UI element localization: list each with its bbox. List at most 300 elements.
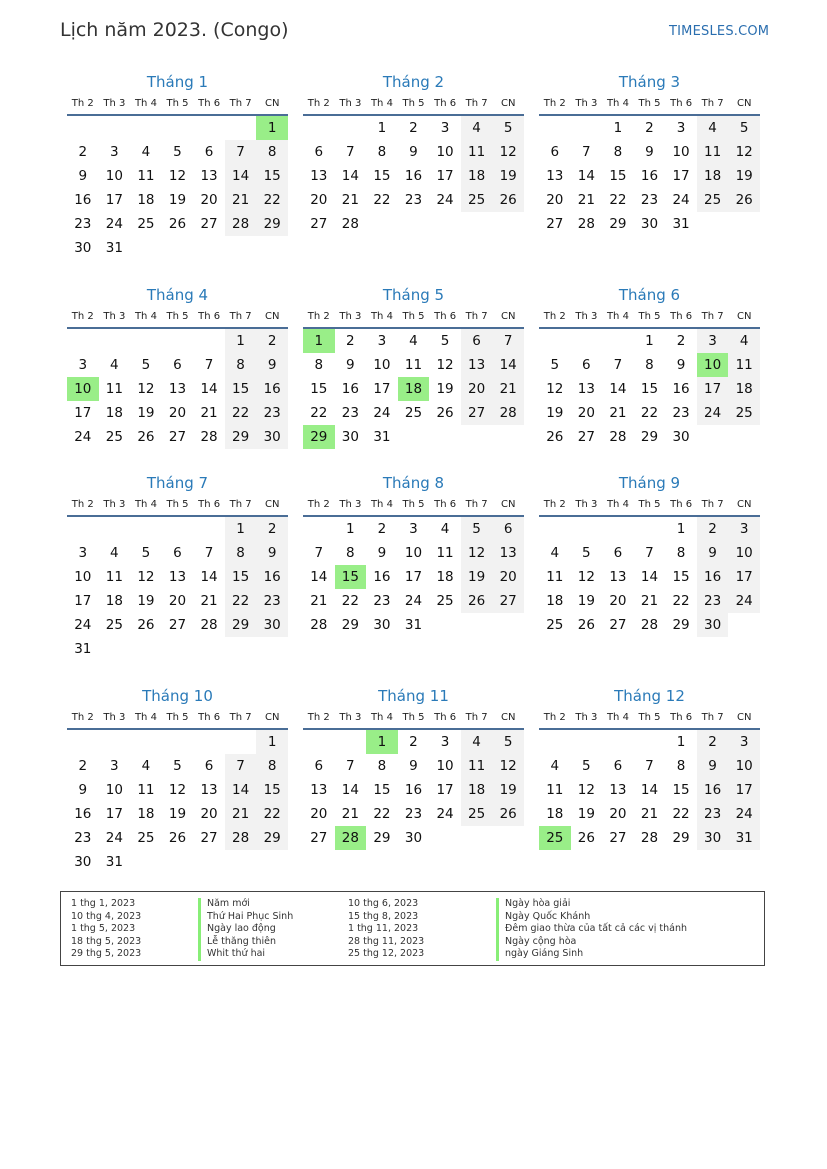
day-cell[interactable]: 19 [492, 164, 524, 188]
day-cell[interactable]: 18 [461, 778, 493, 802]
day-cell[interactable]: 24 [373, 405, 391, 421]
day-cell[interactable]: 2 [697, 517, 729, 541]
day-cell[interactable]: 31 [74, 641, 92, 657]
day-cell[interactable]: 18 [546, 593, 564, 609]
day-cell[interactable]: 8 [613, 144, 623, 160]
day-cell[interactable]: 17 [436, 782, 454, 798]
day-cell[interactable]: 3 [697, 329, 729, 353]
day-cell[interactable]: 19 [492, 778, 524, 802]
day-cell[interactable]: 26 [492, 188, 524, 212]
day-cell[interactable]: 28 [200, 429, 218, 445]
day-cell[interactable]: 3 [728, 517, 760, 541]
day-cell[interactable]: 3 [78, 357, 88, 373]
day-cell[interactable]: 11 [105, 569, 123, 585]
day-cell[interactable]: 25 [461, 188, 493, 212]
day-cell[interactable]: 18 [697, 164, 729, 188]
day-cell[interactable]: 25 [137, 216, 155, 232]
day-cell[interactable]: 9 [78, 168, 88, 184]
day-cell[interactable]: 7 [204, 545, 214, 561]
day-cell[interactable]: 25 [105, 617, 123, 633]
day-cell[interactable]: 23 [256, 401, 288, 425]
day-cell[interactable]: 26 [546, 429, 564, 445]
day-cell[interactable]: 27 [168, 617, 187, 633]
day-cell[interactable]: 23 [74, 830, 92, 846]
day-cell[interactable]: 31 [105, 854, 123, 870]
day-cell[interactable]: 25 [404, 405, 423, 421]
day-cell[interactable]: 9 [377, 545, 387, 561]
day-cell[interactable]: 7 [582, 144, 591, 160]
day-cell[interactable]: 18 [436, 569, 454, 585]
day-cell[interactable]: 5 [492, 730, 524, 754]
day-cell[interactable]: 27 [200, 216, 218, 232]
day-cell[interactable]: 28 [609, 429, 627, 445]
day-cell[interactable]: 8 [314, 357, 324, 373]
day-cell[interactable]: 18 [137, 192, 155, 208]
day-cell[interactable]: 2 [78, 758, 88, 774]
day-cell[interactable]: 26 [168, 216, 187, 232]
day-cell[interactable]: 15 [672, 782, 690, 798]
day-cell[interactable]: 25 [436, 593, 454, 609]
day-cell[interactable]: 22 [256, 188, 288, 212]
day-cell[interactable]: 23 [404, 192, 423, 208]
day-cell[interactable]: 20 [492, 565, 524, 589]
day-cell[interactable]: 4 [550, 758, 560, 774]
day-cell[interactable]: 11 [105, 381, 123, 397]
day-cell[interactable]: 15 [310, 381, 328, 397]
day-cell[interactable]: 14 [341, 168, 359, 184]
day-cell[interactable]: 14 [225, 778, 257, 802]
day-cell[interactable]: 21 [577, 192, 595, 208]
day-cell[interactable]: 26 [492, 802, 524, 826]
day-cell[interactable]: 22 [672, 806, 690, 822]
day-cell[interactable]: 9 [697, 541, 729, 565]
day-cell[interactable]: 22 [310, 405, 328, 421]
day-cell[interactable]: 17 [373, 381, 391, 397]
day-cell[interactable]: 3 [377, 333, 387, 349]
day-cell[interactable]: 19 [137, 405, 155, 421]
day-cell[interactable]: 6 [550, 144, 560, 160]
day-cell[interactable]: 8 [346, 545, 355, 561]
day-cell[interactable]: 14 [341, 782, 359, 798]
day-cell[interactable]: 12 [168, 168, 187, 184]
day-cell[interactable]: 15 [256, 778, 288, 802]
day-cell[interactable]: 18 [137, 806, 155, 822]
day-cell[interactable]: 7 [225, 140, 257, 164]
day-cell[interactable]: 25 [461, 802, 493, 826]
day-cell[interactable]: 21 [492, 377, 524, 401]
holiday-day-cell[interactable]: 15 [335, 565, 367, 589]
day-cell[interactable]: 11 [546, 569, 564, 585]
day-cell[interactable]: 24 [697, 401, 729, 425]
day-cell[interactable]: 11 [697, 140, 729, 164]
day-cell[interactable]: 18 [546, 806, 564, 822]
day-cell[interactable]: 26 [137, 617, 155, 633]
day-cell[interactable]: 2 [78, 144, 88, 160]
day-cell[interactable]: 25 [137, 830, 155, 846]
day-cell[interactable]: 24 [105, 216, 123, 232]
day-cell[interactable]: 3 [78, 545, 88, 561]
day-cell[interactable]: 19 [577, 806, 595, 822]
day-cell[interactable]: 28 [225, 826, 257, 850]
day-cell[interactable]: 25 [728, 401, 760, 425]
day-cell[interactable]: 12 [577, 569, 595, 585]
day-cell[interactable]: 20 [310, 192, 328, 208]
day-cell[interactable]: 14 [492, 353, 524, 377]
day-cell[interactable]: 9 [645, 144, 654, 160]
day-cell[interactable]: 22 [373, 806, 391, 822]
day-cell[interactable]: 12 [436, 357, 454, 373]
holiday-day-cell[interactable]: 18 [398, 377, 430, 401]
day-cell[interactable]: 2 [256, 329, 288, 353]
day-cell[interactable]: 4 [697, 116, 729, 140]
day-cell[interactable]: 19 [461, 565, 493, 589]
day-cell[interactable]: 2 [377, 521, 387, 537]
day-cell[interactable]: 19 [577, 593, 595, 609]
day-cell[interactable]: 13 [310, 782, 328, 798]
day-cell[interactable]: 28 [310, 617, 328, 633]
day-cell[interactable]: 24 [404, 593, 423, 609]
day-cell[interactable]: 13 [546, 168, 564, 184]
day-cell[interactable]: 6 [314, 758, 324, 774]
day-cell[interactable]: 9 [346, 357, 355, 373]
day-cell[interactable]: 19 [168, 806, 187, 822]
day-cell[interactable]: 30 [404, 830, 423, 846]
day-cell[interactable]: 29 [609, 216, 627, 232]
day-cell[interactable]: 30 [373, 617, 391, 633]
day-cell[interactable]: 13 [200, 168, 218, 184]
day-cell[interactable]: 13 [492, 541, 524, 565]
day-cell[interactable]: 23 [697, 589, 729, 613]
day-cell[interactable]: 2 [256, 517, 288, 541]
day-cell[interactable]: 28 [640, 617, 659, 633]
day-cell[interactable]: 26 [728, 188, 760, 212]
day-cell[interactable]: 21 [341, 192, 359, 208]
day-cell[interactable]: 4 [110, 357, 119, 373]
day-cell[interactable]: 29 [672, 617, 690, 633]
day-cell[interactable]: 5 [173, 144, 182, 160]
day-cell[interactable]: 1 [225, 329, 257, 353]
day-cell[interactable]: 23 [697, 802, 729, 826]
day-cell[interactable]: 9 [409, 758, 418, 774]
day-cell[interactable]: 13 [168, 381, 187, 397]
day-cell[interactable]: 30 [74, 240, 92, 256]
day-cell[interactable]: 1 [346, 521, 355, 537]
day-cell[interactable]: 4 [409, 333, 418, 349]
day-cell[interactable]: 28 [225, 212, 257, 236]
day-cell[interactable]: 8 [225, 541, 257, 565]
day-cell[interactable]: 5 [582, 545, 591, 561]
day-cell[interactable]: 20 [609, 593, 627, 609]
day-cell[interactable]: 9 [409, 144, 418, 160]
day-cell[interactable]: 10 [436, 758, 454, 774]
day-cell[interactable]: 5 [440, 333, 450, 349]
day-cell[interactable]: 22 [640, 405, 659, 421]
day-cell[interactable]: 29 [256, 212, 288, 236]
day-cell[interactable]: 7 [645, 545, 654, 561]
day-cell[interactable]: 30 [672, 429, 690, 445]
day-cell[interactable]: 24 [728, 802, 760, 826]
day-cell[interactable]: 5 [492, 116, 524, 140]
day-cell[interactable]: 13 [577, 381, 595, 397]
day-cell[interactable]: 20 [461, 377, 493, 401]
day-cell[interactable]: 27 [577, 429, 595, 445]
day-cell[interactable]: 21 [200, 593, 218, 609]
day-cell[interactable]: 27 [492, 589, 524, 613]
day-cell[interactable]: 13 [310, 168, 328, 184]
day-cell[interactable]: 7 [204, 357, 214, 373]
day-cell[interactable]: 6 [492, 517, 524, 541]
day-cell[interactable]: 23 [256, 589, 288, 613]
day-cell[interactable]: 6 [613, 758, 623, 774]
day-cell[interactable]: 14 [640, 782, 659, 798]
day-cell[interactable]: 14 [200, 381, 218, 397]
day-cell[interactable]: 29 [640, 429, 659, 445]
day-cell[interactable]: 9 [256, 353, 288, 377]
day-cell[interactable]: 7 [346, 144, 355, 160]
day-cell[interactable]: 11 [546, 782, 564, 798]
day-cell[interactable]: 10 [105, 168, 123, 184]
day-cell[interactable]: 30 [697, 826, 729, 850]
day-cell[interactable]: 14 [609, 381, 627, 397]
day-cell[interactable]: 16 [404, 782, 423, 798]
day-cell[interactable]: 19 [168, 192, 187, 208]
day-cell[interactable]: 18 [728, 377, 760, 401]
day-cell[interactable]: 16 [74, 806, 92, 822]
day-cell[interactable]: 8 [676, 758, 686, 774]
day-cell[interactable]: 5 [173, 758, 182, 774]
day-cell[interactable]: 16 [373, 569, 391, 585]
day-cell[interactable]: 18 [461, 164, 493, 188]
day-cell[interactable]: 22 [672, 593, 690, 609]
day-cell[interactable]: 1 [225, 517, 257, 541]
day-cell[interactable]: 6 [173, 545, 182, 561]
day-cell[interactable]: 27 [310, 216, 328, 232]
day-cell[interactable]: 30 [341, 429, 359, 445]
day-cell[interactable]: 6 [582, 357, 591, 373]
day-cell[interactable]: 12 [492, 140, 524, 164]
day-cell[interactable]: 21 [341, 806, 359, 822]
day-cell[interactable]: 21 [225, 802, 257, 826]
day-cell[interactable]: 3 [676, 120, 686, 136]
day-cell[interactable]: 12 [728, 140, 760, 164]
day-cell[interactable]: 10 [436, 144, 454, 160]
day-cell[interactable]: 25 [697, 188, 729, 212]
day-cell[interactable]: 8 [225, 353, 257, 377]
day-cell[interactable]: 16 [697, 565, 729, 589]
day-cell[interactable]: 29 [256, 826, 288, 850]
day-cell[interactable]: 10 [728, 754, 760, 778]
day-cell[interactable]: 30 [74, 854, 92, 870]
day-cell[interactable]: 26 [436, 405, 454, 421]
day-cell[interactable]: 20 [200, 806, 218, 822]
day-cell[interactable]: 4 [141, 758, 151, 774]
day-cell[interactable]: 20 [609, 806, 627, 822]
day-cell[interactable]: 5 [550, 357, 560, 373]
day-cell[interactable]: 31 [105, 240, 123, 256]
day-cell[interactable]: 17 [728, 565, 760, 589]
day-cell[interactable]: 28 [492, 401, 524, 425]
day-cell[interactable]: 27 [546, 216, 564, 232]
day-cell[interactable]: 28 [200, 617, 218, 633]
day-cell[interactable]: 11 [137, 168, 155, 184]
day-cell[interactable]: 10 [728, 541, 760, 565]
day-cell[interactable]: 23 [373, 593, 391, 609]
day-cell[interactable]: 11 [461, 754, 493, 778]
day-cell[interactable]: 26 [461, 589, 493, 613]
day-cell[interactable]: 4 [550, 545, 560, 561]
day-cell[interactable]: 2 [645, 120, 654, 136]
day-cell[interactable]: 12 [492, 754, 524, 778]
day-cell[interactable]: 19 [728, 164, 760, 188]
day-cell[interactable]: 9 [676, 357, 686, 373]
day-cell[interactable]: 30 [256, 425, 288, 449]
day-cell[interactable]: 1 [377, 120, 387, 136]
day-cell[interactable]: 10 [672, 144, 690, 160]
day-cell[interactable]: 22 [256, 802, 288, 826]
day-cell[interactable]: 8 [256, 754, 288, 778]
day-cell[interactable]: 16 [404, 168, 423, 184]
day-cell[interactable]: 6 [613, 545, 623, 561]
day-cell[interactable]: 15 [672, 569, 690, 585]
holiday-day-cell[interactable]: 28 [335, 826, 367, 850]
day-cell[interactable]: 1 [256, 730, 288, 754]
day-cell[interactable]: 6 [204, 758, 214, 774]
day-cell[interactable]: 17 [404, 569, 423, 585]
day-cell[interactable]: 29 [225, 613, 257, 637]
day-cell[interactable]: 12 [546, 381, 564, 397]
day-cell[interactable]: 11 [461, 140, 493, 164]
day-cell[interactable]: 5 [582, 758, 591, 774]
day-cell[interactable]: 2 [346, 333, 355, 349]
day-cell[interactable]: 15 [225, 377, 257, 401]
day-cell[interactable]: 16 [74, 192, 92, 208]
day-cell[interactable]: 1 [645, 333, 654, 349]
day-cell[interactable]: 19 [546, 405, 564, 421]
day-cell[interactable]: 31 [373, 429, 391, 445]
day-cell[interactable]: 17 [105, 192, 123, 208]
day-cell[interactable]: 3 [728, 730, 760, 754]
day-cell[interactable]: 7 [225, 754, 257, 778]
day-cell[interactable]: 4 [141, 144, 151, 160]
day-cell[interactable]: 13 [168, 569, 187, 585]
day-cell[interactable]: 25 [546, 617, 564, 633]
day-cell[interactable]: 15 [373, 168, 391, 184]
day-cell[interactable]: 11 [404, 357, 423, 373]
day-cell[interactable]: 17 [436, 168, 454, 184]
day-cell[interactable]: 21 [200, 405, 218, 421]
day-cell[interactable]: 15 [609, 168, 627, 184]
day-cell[interactable]: 27 [310, 830, 328, 846]
day-cell[interactable]: 22 [225, 589, 257, 613]
day-cell[interactable]: 20 [546, 192, 564, 208]
day-cell[interactable]: 21 [609, 405, 627, 421]
day-cell[interactable]: 7 [613, 357, 623, 373]
day-cell[interactable]: 16 [672, 381, 690, 397]
day-cell[interactable]: 16 [697, 778, 729, 802]
day-cell[interactable]: 23 [640, 192, 659, 208]
day-cell[interactable]: 20 [577, 405, 595, 421]
day-cell[interactable]: 21 [640, 806, 659, 822]
day-cell[interactable]: 6 [461, 329, 493, 353]
day-cell[interactable]: 21 [640, 593, 659, 609]
day-cell[interactable]: 23 [404, 806, 423, 822]
day-cell[interactable]: 9 [697, 754, 729, 778]
day-cell[interactable]: 22 [609, 192, 627, 208]
day-cell[interactable]: 12 [137, 381, 155, 397]
holiday-day-cell[interactable]: 1 [366, 730, 398, 754]
day-cell[interactable]: 11 [137, 782, 155, 798]
day-cell[interactable]: 6 [314, 144, 324, 160]
brand-link[interactable]: TIMESLES.COM [669, 24, 770, 39]
day-cell[interactable]: 17 [672, 168, 690, 184]
day-cell[interactable]: 14 [200, 569, 218, 585]
day-cell[interactable]: 15 [640, 381, 659, 397]
day-cell[interactable]: 31 [728, 826, 760, 850]
day-cell[interactable]: 10 [404, 545, 423, 561]
day-cell[interactable]: 25 [105, 429, 123, 445]
day-cell[interactable]: 10 [74, 569, 92, 585]
day-cell[interactable]: 29 [341, 617, 359, 633]
day-cell[interactable]: 27 [200, 830, 218, 846]
day-cell[interactable]: 23 [672, 405, 690, 421]
day-cell[interactable]: 21 [310, 593, 328, 609]
day-cell[interactable]: 1 [676, 734, 686, 750]
day-cell[interactable]: 24 [728, 589, 760, 613]
day-cell[interactable]: 30 [640, 216, 659, 232]
day-cell[interactable]: 28 [640, 830, 659, 846]
holiday-day-cell[interactable]: 1 [303, 329, 335, 353]
day-cell[interactable]: 22 [341, 593, 359, 609]
day-cell[interactable]: 30 [256, 613, 288, 637]
day-cell[interactable]: 14 [310, 569, 328, 585]
day-cell[interactable]: 4 [728, 329, 760, 353]
day-cell[interactable]: 20 [200, 192, 218, 208]
day-cell[interactable]: 11 [728, 353, 760, 377]
day-cell[interactable]: 9 [256, 541, 288, 565]
day-cell[interactable]: 18 [105, 593, 123, 609]
day-cell[interactable]: 26 [137, 429, 155, 445]
day-cell[interactable]: 8 [256, 140, 288, 164]
day-cell[interactable]: 8 [377, 758, 387, 774]
day-cell[interactable]: 31 [672, 216, 690, 232]
day-cell[interactable]: 1 [613, 120, 623, 136]
day-cell[interactable]: 2 [697, 730, 729, 754]
holiday-day-cell[interactable]: 29 [303, 425, 335, 449]
day-cell[interactable]: 1 [676, 521, 686, 537]
day-cell[interactable]: 18 [105, 405, 123, 421]
day-cell[interactable]: 4 [110, 545, 119, 561]
day-cell[interactable]: 26 [577, 617, 595, 633]
day-cell[interactable]: 15 [256, 164, 288, 188]
day-cell[interactable]: 28 [577, 216, 595, 232]
day-cell[interactable]: 22 [225, 401, 257, 425]
day-cell[interactable]: 6 [173, 357, 182, 373]
holiday-day-cell[interactable]: 10 [697, 353, 729, 377]
day-cell[interactable]: 27 [609, 830, 627, 846]
day-cell[interactable]: 16 [256, 377, 288, 401]
day-cell[interactable]: 16 [640, 168, 659, 184]
day-cell[interactable]: 19 [436, 381, 454, 397]
day-cell[interactable]: 9 [78, 782, 88, 798]
day-cell[interactable]: 7 [492, 329, 524, 353]
day-cell[interactable]: 31 [404, 617, 423, 633]
day-cell[interactable]: 24 [672, 192, 690, 208]
day-cell[interactable]: 27 [168, 429, 187, 445]
day-cell[interactable]: 29 [373, 830, 391, 846]
day-cell[interactable]: 17 [728, 778, 760, 802]
day-cell[interactable]: 5 [141, 545, 151, 561]
day-cell[interactable]: 14 [577, 168, 595, 184]
